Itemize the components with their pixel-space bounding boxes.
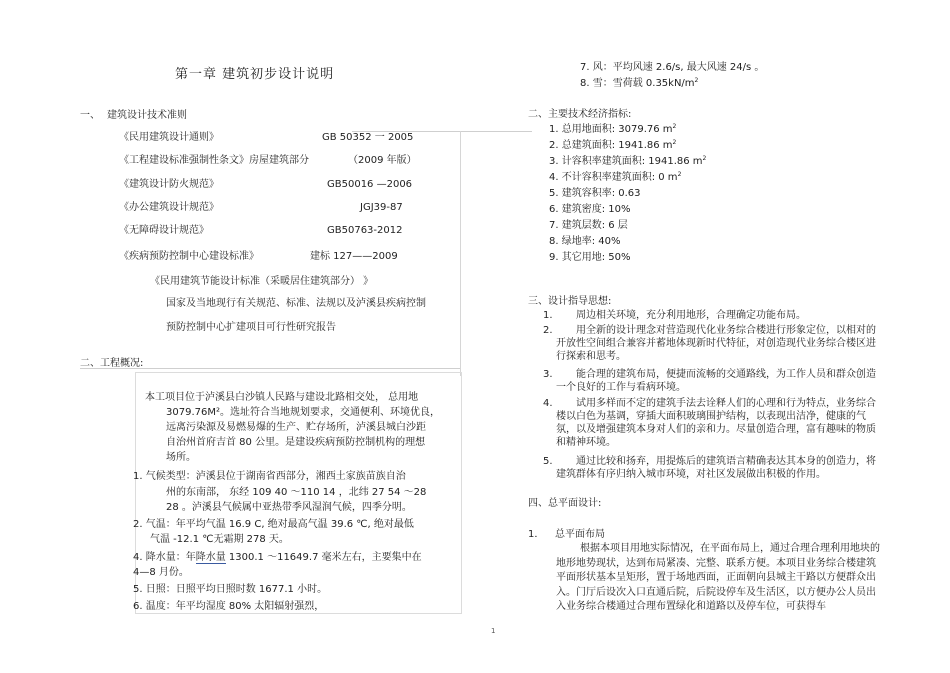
section-plan-title: 四、总平面设计:	[528, 498, 602, 509]
standard-code-4: JGJ39-87	[360, 202, 403, 213]
econ-item-9: 9. 其它用地: 50%	[549, 252, 631, 263]
temperature-line-1: 2. 气温：年平均气温 16.9 C, 绝对最高气温 39.6 ℃, 绝对最低	[133, 519, 414, 530]
overview-line-5: 场所。	[166, 452, 196, 463]
idea-2-text: 用全新的设计理念对营造现代化业务综合楼进行形象定位，以相对的开放性空间组合兼容并蓄地体现新时代特征，对创造现代业务综合楼区进行探索和思考。	[556, 325, 876, 362]
econ-item-8: 8. 绿地率: 40%	[549, 236, 621, 247]
standard-code-2: （2009 年版）	[348, 155, 417, 166]
standard-code-1: GB 50352 一 2005	[322, 132, 414, 143]
econ-item-7: 7. 建筑层数: 6 层	[549, 220, 628, 231]
local-regulations-line-2: 预防控制中心扩建项目可行性研究报告	[166, 322, 336, 333]
climate-line-3: 28 。泸溪县气候属中亚热带季风湿润气候，四季分明。	[166, 502, 412, 513]
standard-name-1: 《民用建筑设计通则》	[119, 132, 219, 143]
idea-4-number: 4.	[543, 398, 553, 409]
idea-1-text: 周边相关环境，充分利用地形，合理确定功能布局。	[576, 310, 806, 321]
column-divider	[460, 131, 461, 376]
overview-line-1: 本工项目位于泸溪县白沙镇人民路与建设北路相交处， 总用地	[145, 392, 419, 403]
rainfall-line-1	[133, 551, 422, 564]
local-regulations-line-1: 国家及当地现行有关规范、标准、法规以及泸溪县疾病控制	[166, 298, 426, 309]
econ-item-3: 3. 计容积率建筑面积: 1941.86 $m^2$	[549, 155, 707, 167]
standard-code-6: 建标 127——2009	[310, 251, 398, 262]
idea-4-text: 试用多样而不定的建筑手法去诠释人们的心理和行为特点，业务综合楼以白色为基调，穿插大面积玻璃围护结构，以表现出洁净，健康的气氛，以及增强建筑本身对人们的亲和力。尽量创造合理，富有趣味的物质和精神环境。	[556, 398, 876, 448]
chapter-title: 第一章 建筑初步设计说明	[175, 67, 335, 82]
section-econ-title: 二、主要技术经济指标:	[528, 109, 632, 120]
econ-item-6: 6. 建筑密度: 10%	[549, 204, 631, 215]
plan-subtitle: 总平面布局	[555, 529, 605, 540]
econ-item-4: 4. 不计容积率建筑面积: 0 $m^2$	[549, 171, 682, 183]
section-1-number: 一、	[80, 110, 100, 121]
climate-line-1: 1. 气候类型：泸溪县位于湖南省西部分，湘西土家族苗族自治	[133, 471, 406, 482]
overview-line-4: 自治州首府吉首 80 公里。是建设疾病预防控制机构的理想	[166, 437, 426, 448]
standard-name-3: 《建筑设计防火规范》	[119, 179, 219, 190]
energy-standard: 《民用建筑节能设计标准（采暖居住建筑部分） 》	[150, 276, 374, 287]
humidity-line: 6. 温度：年平均湿度 80% 太阳辐射强烈，	[133, 601, 325, 612]
standard-name-6: 《疾病预防控制中心建设标准》	[119, 251, 259, 262]
standard-name-5: 《无障碍设计规范》	[119, 225, 209, 236]
plan-number: 1．	[528, 529, 545, 540]
idea-5-number: 5.	[543, 456, 553, 467]
rainfall-underlined-term: 降水量	[195, 552, 226, 563]
plan-text: 根据本项目用地实际情况，在平面布局上，通过合理合理利用地块的地形地势现状，达到布局紧凑、完整、联系方便。本项目业务综合楼建筑平面形状基本呈矩形，置于场地西面，正面朝向县城主干路以方便群众出入。门厅后设次入口直通后院，后院设停车及生活区，以方便办公人员出入业务综合楼通过合理布置绿化和道路以及停车位，可获得车	[556, 543, 880, 612]
idea-1-number: 1.	[543, 310, 553, 321]
standard-code-5: GB50763-2012	[327, 225, 403, 236]
section-2-title: 二、工程概况:	[80, 358, 144, 369]
sunshine-line: 5. 日照：日照平均日照时数 1677.1 小时。	[133, 584, 328, 595]
section-idea-title: 三、设计指导思想:	[528, 296, 612, 307]
climate-line-2: 州的东南部， 东经 109 40 ～110 14 ，北纬 27 54 ～28	[166, 487, 427, 498]
idea-3-number: 3.	[543, 369, 553, 380]
econ-item-2: 2. 总建筑面积: 1941.86 $m^2$	[549, 139, 677, 151]
page-number: 1	[491, 627, 496, 635]
econ-item-5: 5. 建筑容积率: 0.63	[549, 188, 641, 199]
standard-name-4: 《办公建筑设计规范》	[119, 202, 219, 213]
rainfall-label: 4. 降水量：年	[133, 552, 196, 563]
rainfall-value: 1300.1 ～11649.7 毫米左右，主要集中在	[225, 552, 422, 563]
overview-line-2: 3079.76M²。选址符合当地规划要求，交通便利、环境优良，	[166, 407, 440, 418]
idea-3-text: 能合理的建筑布局，便捷而流畅的交通路线，为工作人员和群众创造一个良好的工作与看病环境。	[556, 369, 876, 393]
idea-5-text: 通过比较和扬弃，用提炼后的建筑语言精确表达其本身的创造力，将建筑群体有序归纳入城市环境，对社区发展做出积极的作用。	[556, 456, 876, 480]
section-1-title: 建筑设计技术准则	[107, 110, 187, 121]
snow-text: 8. 雪：雪荷载 0.35kN/m	[580, 78, 695, 89]
idea-2-number: 2.	[543, 325, 553, 336]
temperature-line-2: 气温 -12.1 ℃无霜期 278 天。	[150, 534, 289, 545]
rainfall-line-2: 4—8 月份。	[133, 567, 189, 578]
overview-line-3: 远离污染源及易燃易爆的生产、贮存场所，泸溪县城白沙距	[166, 422, 426, 433]
standard-name-2: 《工程建设标准强制性条文》房屋建筑部分	[119, 155, 309, 166]
snow-line: 8. 雪：雪荷载 $0.35kN/m^2$	[580, 77, 699, 89]
econ-item-1: 1. 总用地面积: 3079.76 $m^2$	[549, 123, 677, 135]
standard-code-3: GB50016 —2006	[327, 179, 413, 190]
wind-line: 7. 风：平均风速 2.6/s, 最大风速 24/s 。	[580, 62, 765, 73]
